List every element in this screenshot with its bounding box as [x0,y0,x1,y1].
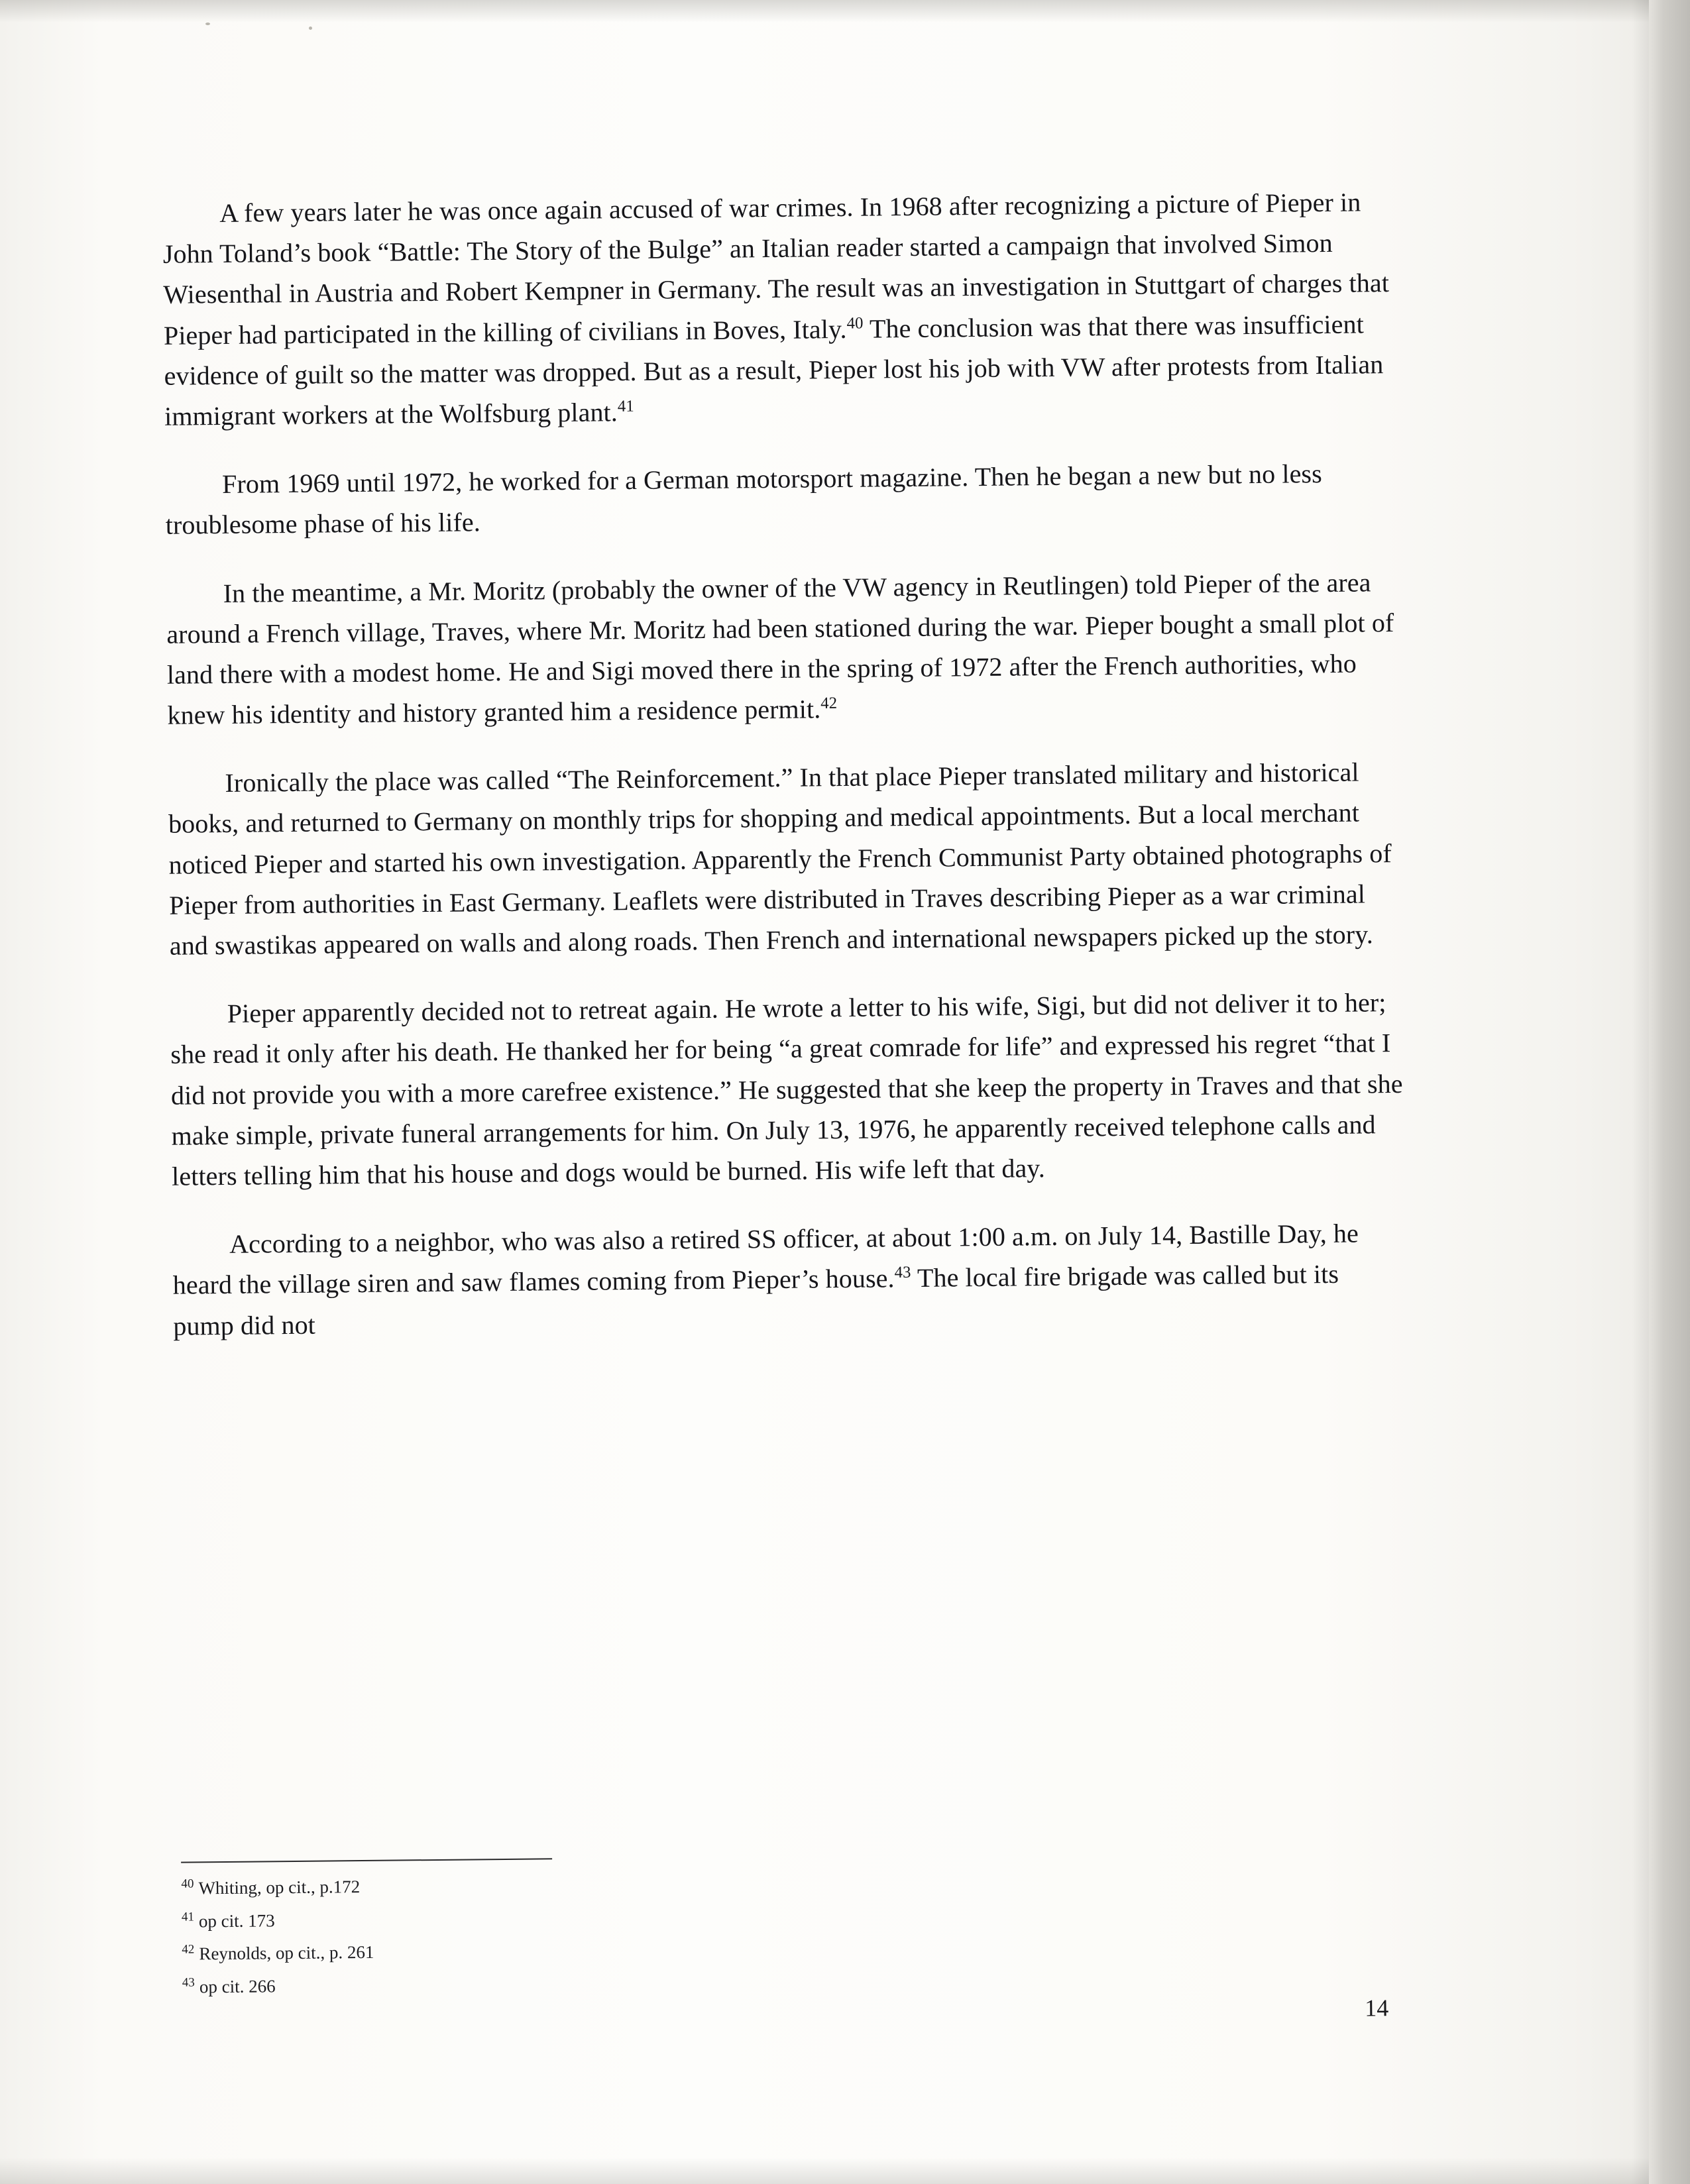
paragraph: Ironically the place was called “The Reinforcement.” In that place Pieper translated military and historical books, and returned to Germany on monthly trips for shopping and medical appointments. But a local merchant noticed Pieper and started his own investigation. Apparently the French Communist Party obtained photographs of Pieper from authorities in East Germany. Leaflets were distributed in Traves describing Pieper as a war criminal and swastikas appeared on walls and along roads. Then French and international newspapers picked up the story. [168,757,1392,961]
paragraph: According to a neighbor, who was also a retired SS officer, at about 1:00 a.m. on July 14, Bastille Day, he heard the village siren and saw flames coming from Pieper’s house.$^{43}$ The local fire brigade was called but its pump did not [172,1218,1359,1341]
footnote-separator-rule [181,1858,552,1863]
footnote-marker: 43 [894,1264,911,1282]
footnote-text: op cit. 173 [198,1910,275,1931]
footnote-marker: 40 [846,313,864,333]
footnote-list [181,1867,1044,2006]
footnote-item [182,1965,1044,2000]
page-number: 14 [1365,1994,1389,2022]
footnote-item [182,1932,1043,1967]
footnote-item [182,1900,1043,1935]
footnote-marker: 41 [617,397,634,415]
body-text [162,182,1406,1346]
paragraph: Pieper apparently decided not to retreat again. He wrote a letter to his wife, Sigi, but did not deliver it to her; she read it only after his death. He thanked her for being “a great comrade for life” and expressed his regret “that I did not provide you with a more carefree existence.” He suggested that she keep the property in Traves and that she make simple, private funeral arrangements for him. On July 13, 1976, he apparently received telephone calls and letters telling him that his house and dogs would be burned. His wife left that day. [170,987,1403,1191]
footnote-item [181,1867,1042,1902]
paragraph: From 1969 until 1972, he worked for a German motorsport magazine. Then he began a new but no less troublesome phase of his life. [165,459,1322,541]
page-right-edge [1649,0,1690,2184]
footnote-text: Reynolds, op cit., p. 261 [199,1941,374,1964]
page-edge-shadow [1632,0,1649,2184]
footnote-number: 42 [182,1942,195,1957]
paragraph: In the meantime, a Mr. Moritz (probably the owner of the VW agency in Reutlingen) told Pieper of the area around a French village, Traves, where Mr. Moritz had been stationed during the war. Pieper bought a small plot of land there with a modest home. He and Sigi moved there in the spring of 1972 after the French authorities, who knew his identity and history granted him a residence permit.$^{42}$ [166,567,1394,730]
footnote-number: 40 [181,1877,194,1891]
footnote-marker: 42 [820,694,838,713]
footnote-number: 41 [181,1909,195,1924]
footnote-text: Whiting, op cit., p.172 [198,1877,361,1898]
paragraph: A few years later he was once again accused of war crimes. In 1968 after recognizing a picture of Pieper in John Toland’s book “Battle: The Story of the Bulge” an Italian reader started a campaign that involved Simon Wiesenthal in Austria and Robert Kempner in Germany. The result was an investigation in Stuttgart of charges that Pieper had participated in the killing of civilians in Boves, Italy.$^{40}$ The conclusion was that there was insufficient evidence of guilt so the matter was dropped. But as a result, Pieper lost his job with VW after protests from Italian immigrant workers at the Wolfsburg plant.$^{41}$ [162,187,1390,431]
footnote-text: op cit. 266 [199,1975,276,1996]
footnote-number: 43 [182,1975,195,1990]
